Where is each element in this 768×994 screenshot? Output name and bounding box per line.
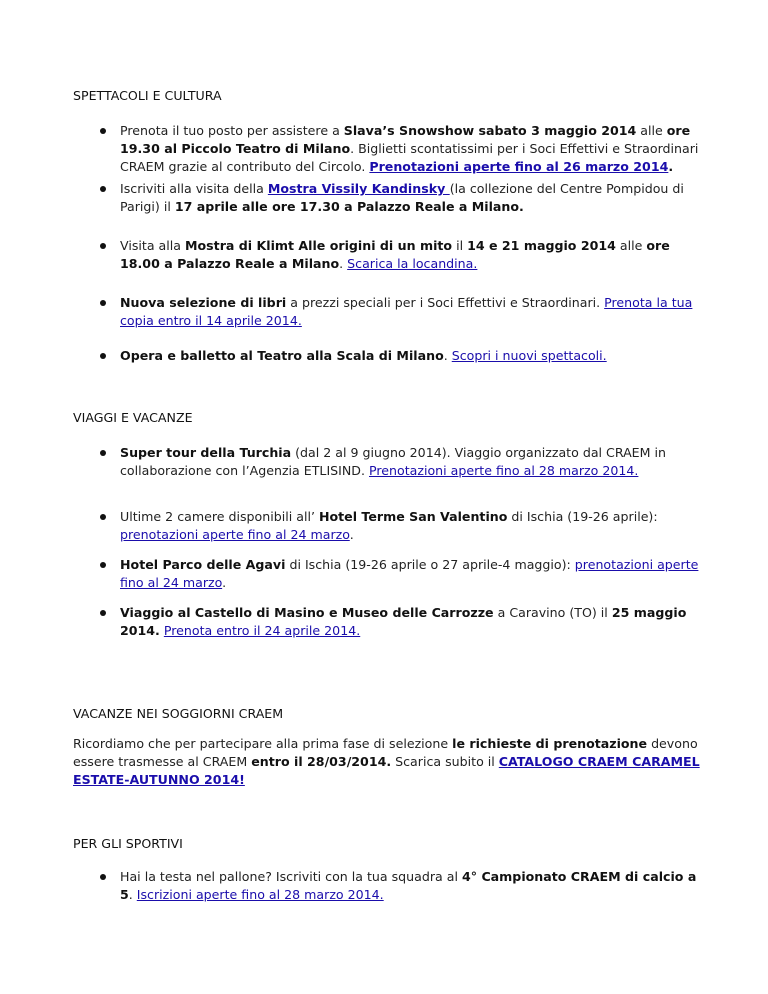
list-item — [73, 508, 703, 544]
nuovi-spettacoli-link[interactable]: Scopri i nuovi spettacoli. — [451, 348, 607, 363]
section-heading-viaggi: VIAGGI E VACANZE — [73, 410, 193, 425]
item-text: Nuova selezione di libri a prezzi speciali per i Soci Effettivi e Straordinari. Prenota la tua copia entro il 14 aprile 2014. — [120, 295, 693, 328]
locandina-link[interactable]: Scarica la locandina. — [347, 256, 478, 271]
list-item — [73, 122, 703, 176]
bullet-icon — [100, 128, 106, 134]
item-text: Ultime 2 camere disponibili all’ Hotel Terme San Valentino di Ischia (19-26 aprile): prenotazioni aperte fino al 24 marzo. — [120, 509, 658, 542]
prenotazioni-link[interactable]: Prenotazioni aperte fino al 26 marzo 2014 — [369, 159, 669, 174]
bullet-icon — [100, 353, 106, 359]
bullet-icon — [100, 874, 106, 880]
list-item — [73, 347, 703, 365]
masino-prenota-link[interactable]: Prenota entro il 24 aprile 2014. — [163, 623, 361, 638]
item-text: Hai la testa nel pallone? Iscriviti con la tua squadra al 4° Campionato CRAEM di calcio a 5. Iscrizioni aperte fino al 28 marzo 2014. — [120, 869, 697, 902]
prenota-copia-link[interactable]: Prenota la tua copia entro il 14 aprile 2014. — [120, 295, 693, 328]
section-heading-spettacoli: SPETTACOLI E CULTURA — [73, 88, 222, 103]
bullet-icon — [100, 450, 106, 456]
item-text: Hotel Parco delle Agavi di Ischia (19-26 aprile o 27 aprile-4 maggio): prenotazioni aperte fino al 24 marzo. — [120, 557, 699, 590]
soggiorni-paragraph: Ricordiamo che per partecipare alla prima fase di selezione le richieste di prenotazione devono essere trasmesse al CRAEM entro il 28/03/2014. Scarica subito il CATALOGO CRAEM CARAMEL ESTATE-AUTUNNO 2014! — [73, 736, 700, 787]
section-heading-soggiorni: VACANZE NEI SOGGIORNI CRAEM — [73, 706, 284, 721]
list-item — [73, 604, 703, 640]
san-valentino-link[interactable]: prenotazioni aperte fino al 24 marzo — [120, 527, 350, 542]
item-text: Iscriviti alla visita della Mostra Vissily Kandinsky (la collezione del Centre Pompidou di Parigi) il 17 aprile alle ore 17.30 a Palazzo Reale a Milano. — [120, 181, 684, 214]
list-item — [73, 556, 703, 592]
item-text: Viaggio al Castello di Masino e Museo delle Carrozze a Caravino (TO) il 25 maggio 2014. Prenota entro il 24 aprile 2014. — [120, 605, 687, 638]
list-item — [73, 868, 703, 904]
item-text: Super tour della Turchia (dal 2 al 9 giugno 2014). Viaggio organizzato dal CRAEM in collaborazione con l’Agenzia ETLISIND. Prenotazioni aperte fino al 28 marzo 2014. — [120, 445, 666, 478]
turchia-prenotazioni-link[interactable]: Prenotazioni aperte fino al 28 marzo 2014. — [369, 463, 639, 478]
agavi-link[interactable]: prenotazioni aperte fino al 24 marzo — [120, 557, 699, 590]
bullet-icon — [100, 243, 106, 249]
item-text: Visita alla Mostra di Klimt Alle origini di un mito il 14 e 21 maggio 2014 alle ore 18.00 a Palazzo Reale a Milano. Scarica la locandina. — [120, 238, 670, 271]
item-text: Prenota il tuo posto per assistere a Slava’s Snowshow sabato 3 maggio 2014 alle ore 19.30 al Piccolo Teatro di Milano. Biglietti scontatissimi per i Soci Effettivi e Straordinari CRAEM grazie al contributo del Circolo. Prenotazioni aperte fino al 26 marzo 2014. — [120, 123, 699, 174]
list-item — [73, 237, 703, 273]
kandinsky-link[interactable]: Mostra Vissily Kandinsky — [267, 181, 450, 196]
list-item — [73, 294, 703, 330]
bullet-icon — [100, 562, 106, 568]
catalogo-link[interactable]: CATALOGO CRAEM CARAMEL ESTATE-AUTUNNO 2014! — [73, 754, 700, 787]
bullet-icon — [100, 186, 106, 192]
bullet-icon — [100, 610, 106, 616]
section-heading-sportivi: PER GLI SPORTIVI — [73, 836, 183, 851]
bullet-icon — [100, 300, 106, 306]
bullet-icon — [100, 514, 106, 520]
list-item — [73, 444, 703, 480]
iscrizioni-link[interactable]: Iscrizioni aperte fino al 28 marzo 2014. — [136, 887, 384, 902]
item-text: Opera e balletto al Teatro alla Scala di Milano. Scopri i nuovi spettacoli. — [120, 348, 607, 363]
list-item — [73, 180, 703, 216]
